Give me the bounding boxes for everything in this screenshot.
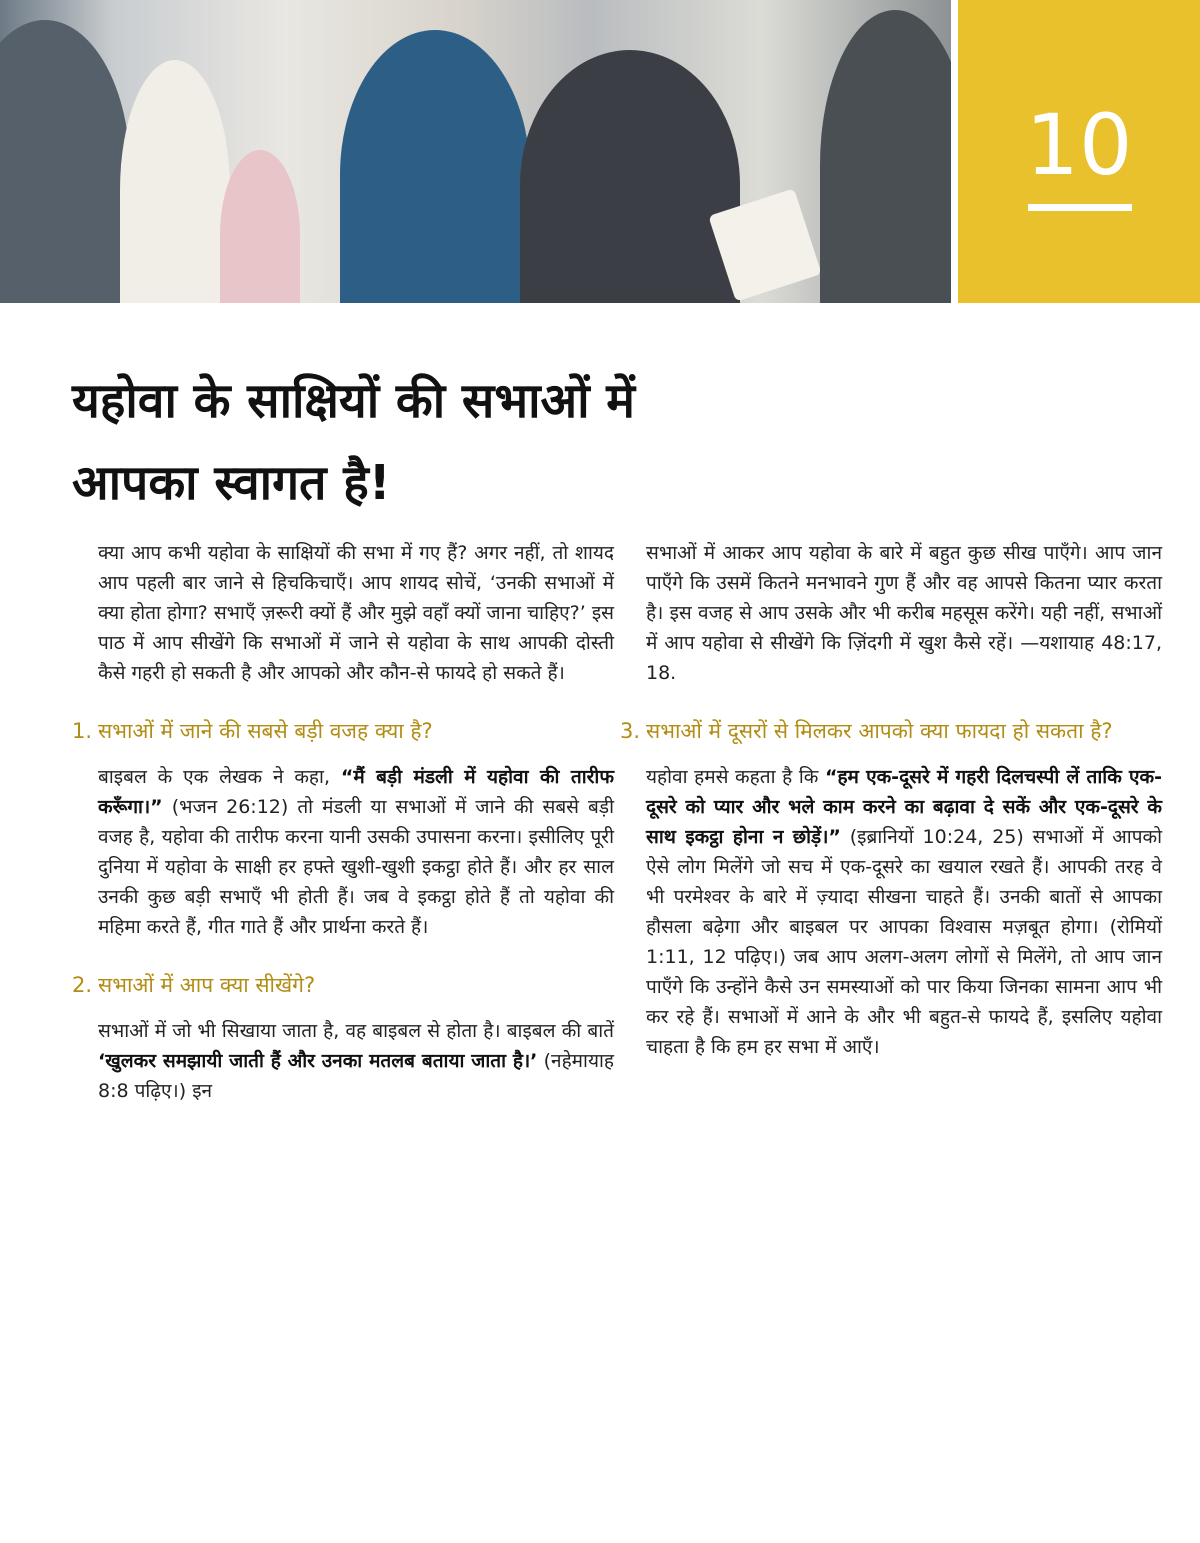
question-2-text: सभाओं में आप क्या सीखेंगे? bbox=[98, 973, 316, 997]
title-line-2: आपका स्वागत है! bbox=[72, 455, 391, 511]
question-2-heading bbox=[72, 968, 614, 1002]
answer-3-text-b: (इब्रानियों 10:24, 25) सभाओं में आपको ऐसे लोग मिलेंगे जो सच में एक-दूसरे का खयाल रखते हैं। आपकी तरह वे भी परमेश्वर के बारे में ज़्यादा सीखना चाहते हैं। उनकी बातों से आपका हौसला बढ़ेगा और बाइबल पर आपका विश्वास मज़बूत होगा। (रोमियों 1:11, 12 पढ़िए।) जब आप अलग-अलग लोगों से मिलेंगे, तो आप जान पाएँगे कि उन्होंने कैसे उन समस्याओं को पार किया जिनका सामना आप भी कर रहे हैं। सभाओं में आने के और भी बहुत-से फायदे हैं, इसलिए यहोवा चाहता है कि हम हर सभा में आएँ। bbox=[646, 826, 1162, 1058]
question-2-answer bbox=[98, 1016, 614, 1106]
question-2-number: 2. bbox=[72, 973, 93, 997]
lesson-number-underline bbox=[1028, 204, 1132, 211]
question-3-answer bbox=[646, 762, 1162, 1062]
answer-1-text-b: (भजन 26:12) तो मंडली या सभाओं में जाने की सबसे बड़ी वजह है, यहोवा की तारीफ करना यानी उसकी उपासना करना। इसीलिए पूरी दुनिया में यहोवा के साक्षी हर हफ्ते खुशी-खुशी इकट्ठा होते हैं। और हर साल उनकी कुछ बड़ी सभाएँ भी होती हैं। जब वे इकट्ठा होते हैं तो यहोवा की महिमा करते हैं, गीत गाते हैं और प्रार्थना करते हैं। bbox=[98, 796, 614, 938]
intro-paragraph: क्या आप कभी यहोवा के साक्षियों की सभा में गए हैं? अगर नहीं, तो शायद आप पहली बार जाने से हिचकिचाएँ। आप शायद सोचें, ‘उनकी सभाओं में क्या होता होगा? सभाएँ ज़रूरी क्यों हैं और मुझे वहाँ क्यों जाना चाहिए?’ इस पाठ में आप सीखेंगे कि सभाओं में जाने से यहोवा के साथ आपकी दोस्ती कैसे गहरी हो सकती है और आपको और कौन-से फायदे हो सकते हैं। bbox=[98, 542, 614, 684]
person-silhouette bbox=[120, 60, 230, 303]
answer-1-quote: “मैं बड़ी मंडली में यहोवा की तारीफ करूँगा।” bbox=[98, 766, 614, 818]
question-1-answer bbox=[98, 762, 614, 942]
question-1-heading bbox=[72, 714, 614, 748]
question-1-text: सभाओं में जाने की सबसे बड़ी वजह क्या है? bbox=[98, 719, 433, 743]
answer-2-quote: ‘खुलकर समझायी जाती हैं और उनका मतलब बताया जाता है।’ bbox=[98, 1050, 538, 1072]
person-silhouette bbox=[820, 10, 951, 303]
person-silhouette bbox=[340, 30, 530, 303]
answer-2-text-b: (नहेमायाह 8:8 पढ़िए।) इन bbox=[98, 1050, 614, 1102]
answer-3-quote: “हम एक-दूसरे में गहरी दिलचस्पी लें ताकि एक-दूसरे को प्यार और भले काम करने का बढ़ावा दे सकें और एक-दूसरे के साथ इकट्ठा होना न छोड़ें।” bbox=[646, 766, 1162, 848]
person-silhouette bbox=[0, 20, 130, 303]
title-line-1: यहोवा के साक्षियों की सभाओं में bbox=[72, 373, 635, 429]
person-silhouette bbox=[520, 50, 740, 303]
meeting-photo bbox=[0, 0, 951, 303]
answer-2-text-a: सभाओं में जो भी सिखाया जाता है, वह बाइबल से होता है। बाइबल की बातें bbox=[98, 1020, 614, 1042]
question-2-answer-continued: सभाओं में आकर आप यहोवा के बारे में बहुत कुछ सीख पाएँगे। आप जान पाएँगे कि उसमें कितने मनभावने गुण हैं और वह आपसे कितना प्यार करता है। इस वजह से आप उसके और भी करीब महसूस करेंगे। यही नहीं, सभाओं में आप यहोवा से सीखेंगे कि ज़िंदगी में खुश कैसे रहें। —यशायाह 48:17, 18. bbox=[646, 542, 1162, 684]
header-banner bbox=[0, 0, 1200, 303]
question-3-heading bbox=[620, 714, 1162, 748]
question-3-text: सभाओं में दूसरों से मिलकर आपको क्या फायदा हो सकता है? bbox=[646, 719, 1113, 743]
question-1-number: 1. bbox=[72, 719, 93, 743]
right-column bbox=[620, 538, 1162, 1074]
left-column bbox=[72, 538, 614, 1118]
answer-3-text-a: यहोवा हमसे कहता है कि bbox=[646, 766, 825, 788]
person-silhouette bbox=[220, 150, 300, 303]
answer-1-text-a: बाइबल के एक लेखक ने कहा, bbox=[98, 766, 341, 788]
lesson-number-badge bbox=[958, 0, 1200, 303]
question-3-number: 3. bbox=[620, 719, 641, 743]
page-title bbox=[72, 360, 892, 524]
lesson-number: 10 bbox=[1025, 96, 1133, 194]
